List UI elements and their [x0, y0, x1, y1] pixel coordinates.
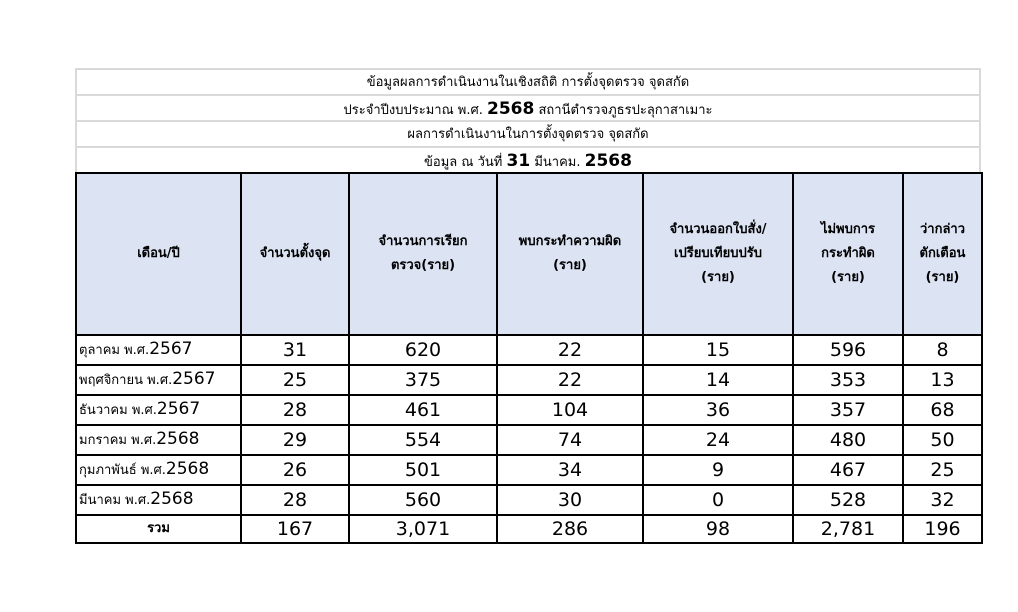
- header-offenses: พบกระทำความผิด (ราย): [497, 173, 643, 335]
- offenses-cell: 104: [497, 395, 643, 425]
- date-label: ข้อมูล ณ วันที่: [424, 155, 503, 170]
- header-tickets: จำนวนออกใบสั่ง/ เปรียบเทียบปรับ (ราย): [643, 173, 793, 335]
- month-cell: มีนาคม พ.ศ.2568: [76, 485, 241, 515]
- inspected-cell: 375: [349, 365, 497, 395]
- total-no-offense: 2,781: [793, 515, 903, 543]
- title-line-1: [75, 68, 981, 94]
- checkpoints-cell: 26: [241, 455, 349, 485]
- tickets-cell: 0: [643, 485, 793, 515]
- month-cell: มกราคม พ.ศ.2568: [76, 425, 241, 455]
- warnings-cell: 50: [903, 425, 982, 455]
- offenses-cell: 74: [497, 425, 643, 455]
- tickets-cell: 15: [643, 335, 793, 365]
- subtitle-text: ผลการดำเนินงานในการตั้งจุดตรวจ จุดสกัด: [407, 127, 649, 142]
- title-text: ข้อมูลผลการดำเนินงานในเชิงสถิติ การตั้งจุดตรวจ จุดสกัด: [366, 75, 690, 90]
- warnings-cell: 13: [903, 365, 982, 395]
- tickets-cell: 24: [643, 425, 793, 455]
- month-cell: พฤศจิกายน พ.ศ.2567: [76, 365, 241, 395]
- warnings-cell: 8: [903, 335, 982, 365]
- offenses-cell: 34: [497, 455, 643, 485]
- title-line-4: [75, 146, 981, 172]
- table-row: [76, 395, 982, 425]
- total-label: รวม: [76, 515, 241, 543]
- header-warnings: ว่ากล่าว ตักเตือน (ราย): [903, 173, 982, 335]
- inspected-cell: 461: [349, 395, 497, 425]
- total-offenses: 286: [497, 515, 643, 543]
- offenses-cell: 22: [497, 335, 643, 365]
- inspected-cell: 554: [349, 425, 497, 455]
- no-offense-cell: 480: [793, 425, 903, 455]
- table-row: [76, 425, 982, 455]
- table-row: [76, 485, 982, 515]
- date-year: 2568: [584, 151, 632, 171]
- checkpoints-cell: 31: [241, 335, 349, 365]
- warnings-cell: 68: [903, 395, 982, 425]
- fiscal-year-label: ประจำปีงบประมาณ พ.ศ.: [343, 103, 483, 118]
- warnings-cell: 25: [903, 455, 982, 485]
- checkpoints-cell: 28: [241, 485, 349, 515]
- inspected-cell: 501: [349, 455, 497, 485]
- title-line-3: [75, 120, 981, 146]
- total-tickets: 98: [643, 515, 793, 543]
- no-offense-cell: 528: [793, 485, 903, 515]
- checkpoints-cell: 28: [241, 395, 349, 425]
- month-cell: ตุลาคม พ.ศ.2567: [76, 335, 241, 365]
- warnings-cell: 32: [903, 485, 982, 515]
- offenses-cell: 22: [497, 365, 643, 395]
- header-month: เดือน/ปี: [76, 173, 241, 335]
- header-no-offense: ไม่พบการ กระทำผิด (ราย): [793, 173, 903, 335]
- tickets-cell: 14: [643, 365, 793, 395]
- tickets-cell: 36: [643, 395, 793, 425]
- header-inspected: จำนวนการเรียก ตรวจ(ราย): [349, 173, 497, 335]
- offenses-cell: 30: [497, 485, 643, 515]
- total-checkpoints: 167: [241, 515, 349, 543]
- month-cell: กุมภาพันธ์ พ.ศ.2568: [76, 455, 241, 485]
- total-warnings: 196: [903, 515, 982, 543]
- no-offense-cell: 357: [793, 395, 903, 425]
- report-sheet: [75, 68, 981, 544]
- total-inspected: 3,071: [349, 515, 497, 543]
- no-offense-cell: 596: [793, 335, 903, 365]
- header-checkpoints: จำนวนตั้งจุด: [241, 173, 349, 335]
- fiscal-year-number: 2568: [487, 99, 535, 119]
- tickets-cell: 9: [643, 455, 793, 485]
- table-row: [76, 365, 982, 395]
- checkpoints-cell: 25: [241, 365, 349, 395]
- no-offense-cell: 353: [793, 365, 903, 395]
- table-row: [76, 455, 982, 485]
- no-offense-cell: 467: [793, 455, 903, 485]
- stats-table: [75, 172, 983, 544]
- date-day: 31: [506, 151, 531, 171]
- inspected-cell: 620: [349, 335, 497, 365]
- total-row: [76, 515, 982, 543]
- table-header-row: [76, 173, 982, 335]
- date-month: มีนาคม.: [534, 155, 581, 170]
- station-name: สถานีตำรวจภูธรปะลุกาสาเมาะ: [538, 103, 713, 118]
- title-line-2: [75, 94, 981, 120]
- table-row: [76, 335, 982, 365]
- inspected-cell: 560: [349, 485, 497, 515]
- month-cell: ธันวาคม พ.ศ.2567: [76, 395, 241, 425]
- checkpoints-cell: 29: [241, 425, 349, 455]
